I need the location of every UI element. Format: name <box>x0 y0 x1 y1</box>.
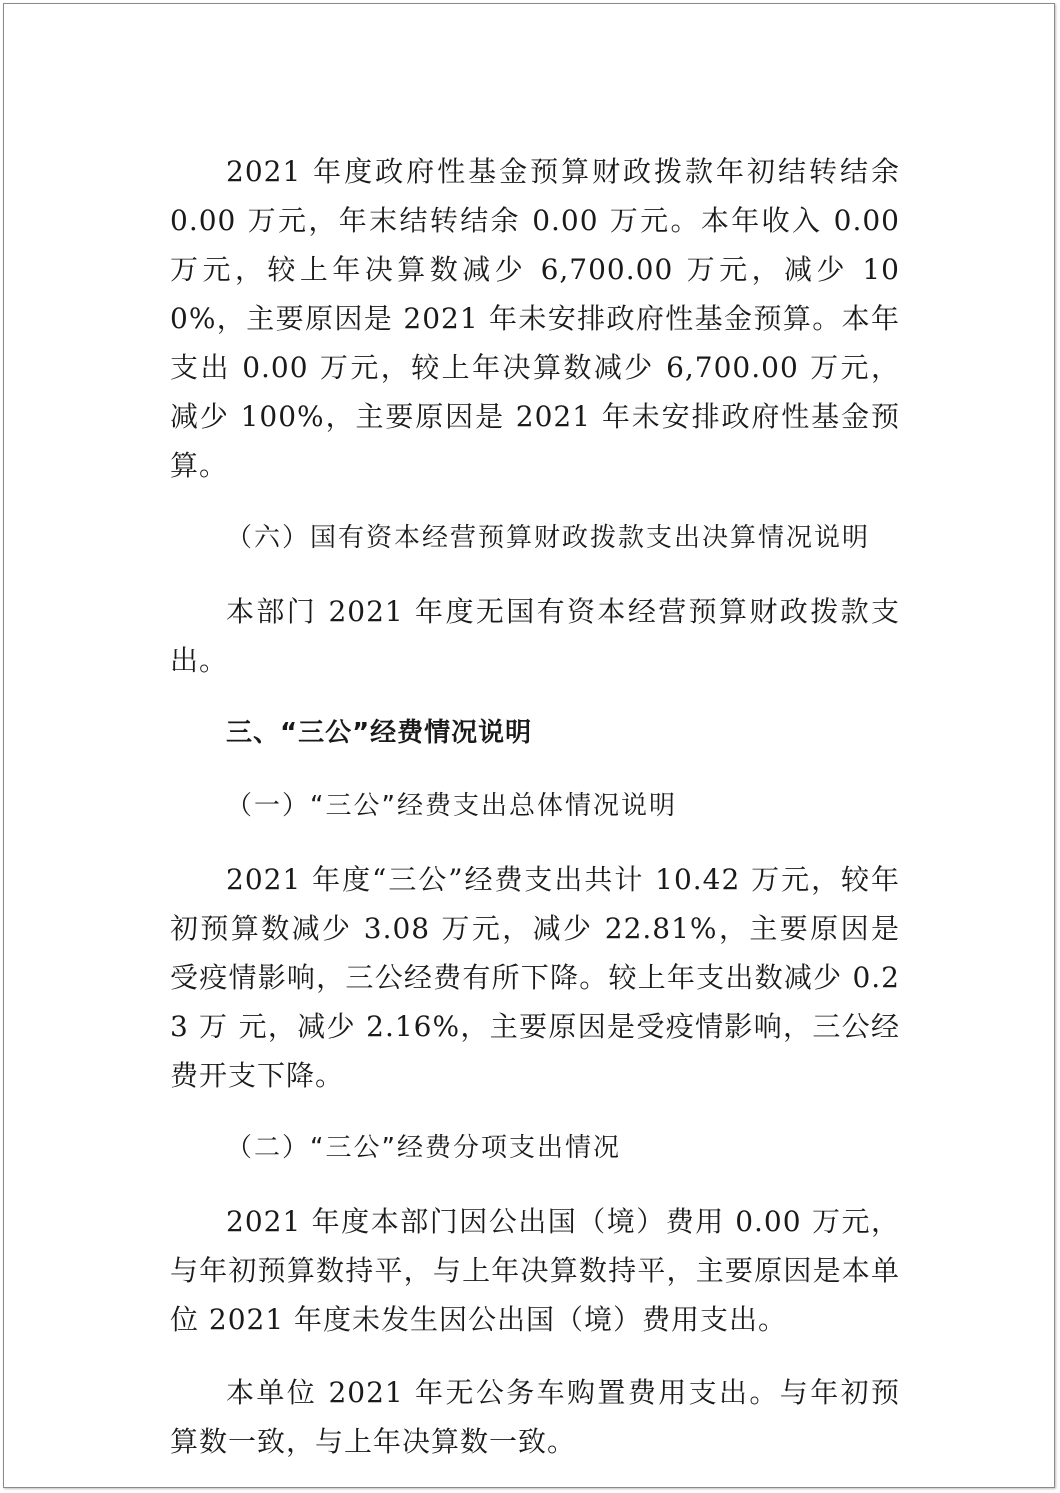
heading-three-public: 三、“三公”经费情况说明 <box>226 718 533 748</box>
heading-overall: （一）“三公”经费支出总体情况说明 <box>226 791 677 821</box>
paragraph-gov-fund: 2021 年度政府性基金预算财政拨款年初结转结余 0.00 万元，年末结转结余 0.00 万元。本年收入 0.00 万元，较上年决算数减少 6,700.00 万元，减少 100%，主要原因是 2021 年未安排政府性基金预算。本年支出 0.00 万元，较上年决算数减少 6,700.00 万元，减少 100%，主要原因是 2021 年未安排政府性基金预算。 <box>170 155 900 482</box>
document-body <box>170 147 900 1466</box>
paragraph-vehicle: 本单位 2021 年无公务车购置费用支出。与年初预算数一致，与上年决算数一致。 <box>170 1376 900 1458</box>
paragraph-state-capital: 本部门 2021 年度无国有资本经营预算财政拨款支出。 <box>170 595 900 677</box>
heading-itemized: （二）“三公”经费分项支出情况 <box>226 1133 621 1163</box>
paragraph-overseas: 2021 年度本部门因公出国（境）费用 0.00 万元，与年初预算数持平，与上年决算数持平，主要原因是本单位 2021 年度未发生因公出国（境）费用支出。 <box>170 1205 900 1336</box>
heading-state-capital: （六）国有资本经营预算财政拨款支出决算情况说明 <box>226 523 871 553</box>
paragraph-overall: 2021 年度“三公”经费支出共计 10.42 万元，较年初预算数减少 3.08 万元，减少 22.81%，主要原因是受疫情影响，三公经费有所下降。较上年支出数减少 0.23 万 元，减少 2.16%，主要原因是受疫情影响，三公经费开支下降。 <box>170 863 900 1092</box>
document-page <box>3 3 1055 1488</box>
